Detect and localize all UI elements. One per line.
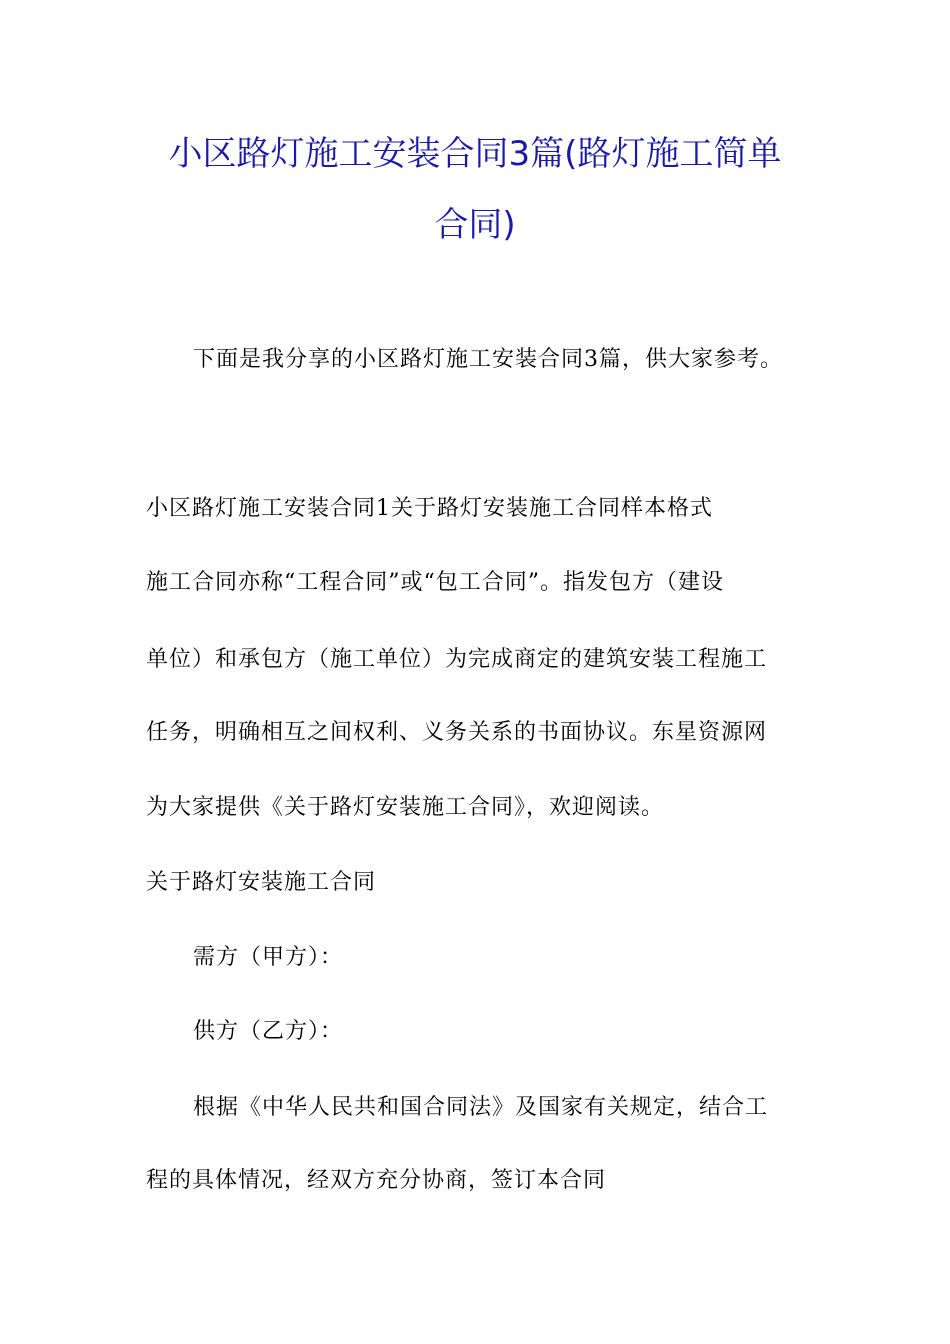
- basis-line: 程的具体情况，经双方充分协商，签订本合同: [146, 1168, 607, 1193]
- paragraph-line: 单位）和承包方（施工单位）为完成商定的建筑安装工程施工: [146, 647, 768, 672]
- contract-title: 关于路灯安装施工合同: [146, 870, 377, 895]
- intro-text: 下面是我分享的小区路灯施工安装合同3篇，供大家参考。: [193, 347, 783, 372]
- paragraph-line: 施工合同亦称“工程合同”或“包工合同”。指发包方（建设: [146, 570, 724, 595]
- party-a-label: 需方（甲方）：: [193, 945, 344, 970]
- document-title-line-1: 小区路灯施工安装合同3篇(路灯施工简单: [168, 134, 782, 174]
- party-b-label: 供方（乙方）：: [193, 1019, 344, 1044]
- section-heading: 小区路灯施工安装合同1关于路灯安装施工合同样本格式: [146, 496, 713, 521]
- paragraph-line: 任务，明确相互之间权利、义务关系的书面协议。东星资源网: [146, 720, 768, 745]
- document-title-line-2: 合同): [434, 205, 516, 245]
- paragraph-line: 为大家提供《关于路灯安装施工合同》，欢迎阅读。: [146, 795, 665, 820]
- basis-line: 根据《中华人民共和国合同法》及国家有关规定，结合工: [193, 1095, 769, 1120]
